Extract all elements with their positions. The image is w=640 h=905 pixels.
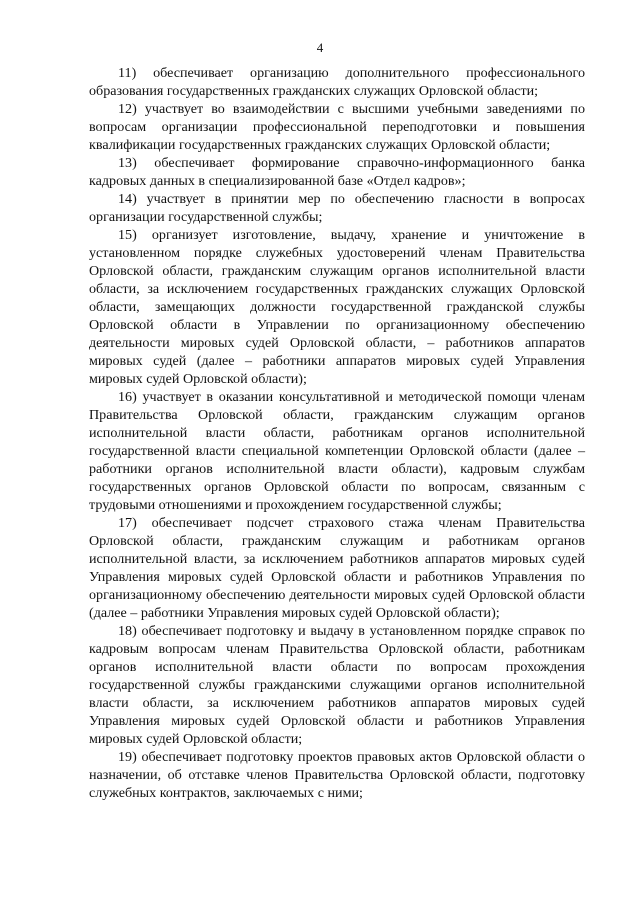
paragraph-item-14: 14) участвует в принятии мер по обеспечению гласности в вопросах организации государственной службы; bbox=[89, 191, 585, 225]
document-body bbox=[89, 64, 585, 802]
paragraph-item-12: 12) участвует во взаимодействии с высшими учебными заведениями по вопросам организации профессиональной переподготовки и повышения квалификации государственных гражданских служащих Орловской области; bbox=[89, 101, 585, 153]
paragraph-item-15: 15) организует изготовление, выдачу, хранение и уничтожение в установленном порядке служебных удостоверений членам Правительства Орловской области, гражданским служащим органов исполнительной власти области, за исключением государственных гражданских служащих Орловской области, замещающих должности государственной гражданской службы Орловской области в Управлении по организационному обеспечению деятельности мировых судей Орловской области, – работников аппаратов мировых судей (далее – работники аппаратов мировых судей Управления мировых судей Орловской области); bbox=[89, 227, 585, 387]
paragraph-item-19: 19) обеспечивает подготовку проектов правовых актов Орловской области о назначении, об отставке членов Правительства Орловской области, подготовку служебных контрактов, заключаемых с ними; bbox=[89, 749, 585, 801]
page-number: 4 bbox=[316, 40, 324, 55]
paragraph-item-13: 13) обеспечивает формирование справочно-информационного банка кадровых данных в специализированной базе «Отдел кадров»; bbox=[89, 155, 585, 189]
paragraph-item-16: 16) участвует в оказании консультативной и методической помощи членам Правительства Орловской области, гражданским служащим органов исполнительной власти области, работникам органов исполнительной государственной власти специальной компетенции Орловской области (далее – работники органов исполнительной власти области), кадровым службам государственных органов Орловской области по вопросам, связанным с трудовыми отношениями и прохождением государственной службы; bbox=[89, 389, 585, 513]
paragraph-item-18: 18) обеспечивает подготовку и выдачу в установленном порядке справок по кадровым вопросам членам Правительства Орловской области, работникам органов исполнительной власти области по вопросам прохождения государственной службы гражданскими служащими органов исполнительной власти области, за исключением работников аппаратов мировых судей Управления мировых судей Орловской области и работников Управления мировых судей Орловской области; bbox=[89, 623, 585, 747]
paragraph-item-17: 17) обеспечивает подсчет страхового стажа членам Правительства Орловской области, гражданским служащим и работникам органов исполнительной власти, за исключением работников аппаратов мировых судей Управления мировых судей Орловской области и работников Управления по организационному обеспечению деятельности мировых судей Орловской области (далее – работники Управления мировых судей Орловской области); bbox=[89, 515, 585, 621]
paragraph-item-11: 11) обеспечивает организацию дополнительного профессионального образования государственных гражданских служащих Орловской области; bbox=[89, 65, 585, 99]
